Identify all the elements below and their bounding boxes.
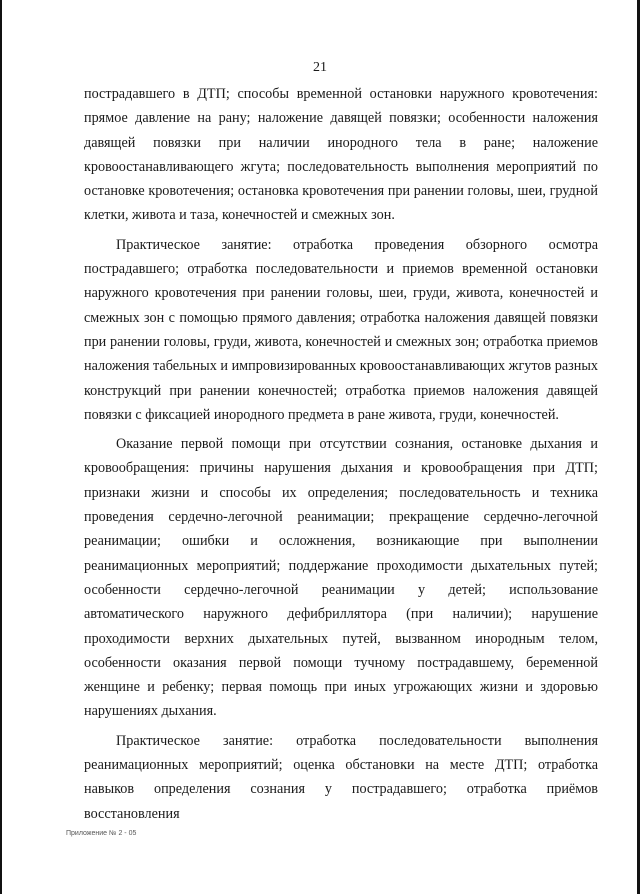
document-body (84, 82, 598, 826)
scan-border-left (0, 0, 2, 894)
paragraph-resuscitation: Оказание первой помощи при отсутствии сознания, остановке дыхания и кровообращения: причины нарушения дыхания и кровообращения при ДТП; признаки жизни и способы их определения; последовательность и техника проведения сердечно-легочной реанимации; прекращение сердечно-легочной реанимации; ошибки и осложнения, возникающие при выполнении реанимационных мероприятий; поддержание проходимости дыхательных путей; особенности сердечно-легочной реанимации у детей; использование автоматического наружного дефибриллятора (при наличии); нарушение проходимости верхних дыхательных путей, вызванном инородным телом, особенности оказания первой помощи тучному пострадавшему, беременной женщине и ребенку; первая помощь при иных угрожающих жизни и здоровью нарушениях дыхания. (84, 436, 598, 720)
footer-note: Приложение № 2 - 05 (66, 830, 137, 837)
paragraph-practical-bleeding: Практическое занятие: отработка проведения обзорного осмотра пострадавшего; отработка последовательности и приемов временной остановки наружного кровотечения при ранении головы, шеи, груди, живота, конечностей и смежных зон с помощью прямого давления; отработка наложения давящей повязки при ранении головы, груди, живота, конечностей и смежных зон; отработка приемов наложения табельных и импровизированных кровоостанавливающих жгутов разных конструкций при ранении конечностей; отработка приемов наложения давящей повязки с фиксацией инородного предмета в ране живота, груди, конечностей. (84, 236, 598, 423)
paragraph-continuation: пострадавшего в ДТП; способы временной остановки наружного кровотечения: прямое давление на рану; наложение давящей повязки; особенности наложения давящей повязки при наличии инородного тела в ране; наложение кровоостанавливающего жгута; последовательность выполнения мероприятий по остановке кровотечения; остановка кровотечения при ранении головы, шеи, грудной клетки, живота и таза, конечностей и смежных зон. (84, 86, 598, 224)
paragraph-practical-resuscitation: Практическое занятие: отработка последовательности выполнения реанимационных мероприятий; оценка обстановки на месте ДТП; отработка навыков определения сознания у пострадавшего; отработка приёмов восстановления (84, 732, 598, 822)
page-number: 21 (313, 60, 327, 75)
